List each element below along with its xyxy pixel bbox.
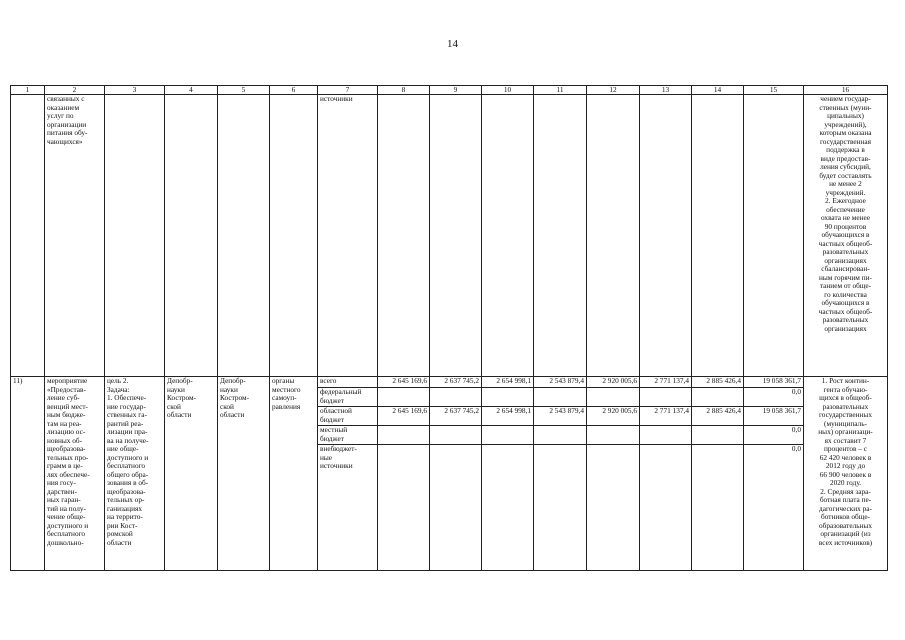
cell-goal: цель 2. Задача: 1. Обеспече- ние государ- ственных га- рантий реа- лизации пра- ва на получе- ние обще- доступного и бесплатного общего обра- зования в об- щеобразова- тельных ор- ганизациях на террито- рии Кост- ромской области — [105, 377, 165, 571]
total-cell: 19 058 361,7 — [744, 407, 804, 426]
value-cell — [587, 426, 640, 445]
value-cell — [430, 426, 482, 445]
header-cell: 11 — [534, 86, 587, 95]
page-number: 14 — [447, 38, 458, 50]
cell-name: мероприятие «Предостав- ление суб- венций мест- ным бюдже- там на реа- лизацию ос- новных об- щеобразова- тельных про- грамм в це- лях обеспече- ния госу- дарствен- ных гаран- тий на полу- чение обще- доступного и бесплатного дошкольно- — [45, 377, 105, 571]
value-cell — [482, 426, 534, 445]
value-cell: 2 637 745,2 — [430, 407, 482, 426]
header-cell: 9 — [430, 86, 482, 95]
source-label: федеральный бюджет — [318, 388, 378, 407]
value-cell: 2 920 005,6 — [587, 407, 640, 426]
source-label: всего — [318, 377, 378, 388]
header-cell: 15 — [744, 86, 804, 95]
value-cell — [692, 426, 744, 445]
header-cell: 12 — [587, 86, 640, 95]
source-label: внебюджет- ные источники — [318, 445, 378, 571]
cell-source: источники — [318, 95, 378, 377]
value-cell — [534, 388, 587, 407]
header-row — [11, 86, 888, 95]
cell — [11, 95, 45, 377]
header-cell: 13 — [640, 86, 692, 95]
cell — [105, 95, 165, 377]
cell — [482, 95, 534, 377]
cell — [587, 95, 640, 377]
cell — [270, 95, 318, 377]
value-cell: 2 771 137,4 — [640, 377, 692, 388]
header-cell: 10 — [482, 86, 534, 95]
header-cell: 2 — [45, 86, 105, 95]
value-cell — [534, 426, 587, 445]
value-cell: 2 771 137,4 — [640, 407, 692, 426]
total-cell: 0,0 — [744, 388, 804, 407]
source-label: местный бюджет — [318, 426, 378, 445]
row-11-total — [11, 377, 888, 388]
value-cell — [430, 388, 482, 407]
cell — [744, 95, 804, 377]
value-cell: 2 543 879,4 — [534, 407, 587, 426]
value-cell — [482, 445, 534, 571]
cell — [378, 95, 430, 377]
value-cell: 2 654 998,1 — [482, 407, 534, 426]
total-cell: 0,0 — [744, 445, 804, 571]
header-cell: 16 — [804, 86, 888, 95]
value-cell — [430, 445, 482, 571]
header-cell: 5 — [218, 86, 270, 95]
cell — [218, 95, 270, 377]
value-cell: 2 637 745,2 — [430, 377, 482, 388]
cell-responsible: Депобр- науки Костром- ской области — [165, 377, 218, 571]
total-cell: 0,0 — [744, 426, 804, 445]
cell — [165, 95, 218, 377]
cell — [640, 95, 692, 377]
cell-executor: Депобр- науки Костром- ской области — [218, 377, 270, 571]
header-cell: 14 — [692, 86, 744, 95]
value-cell — [640, 426, 692, 445]
cell-indicators: 1. Рост контин- гента обучаю- щихся в общеоб- разовательных государственных (муниципаль- ных) организаци- ях составит 7 процентов – с 62 420 человек в 2012 году до 66 900 человек в 2020 году. 2. Средняя зара- ботная плата пе- дагогических ра- ботников обще- образовательных организаций (из всех источников) — [804, 377, 888, 571]
value-cell: 2 885 426,4 — [692, 407, 744, 426]
header-cell: 4 — [165, 86, 218, 95]
value-cell — [378, 445, 430, 571]
value-cell: 2 654 998,1 — [482, 377, 534, 388]
value-cell: 2 920 005,6 — [587, 377, 640, 388]
cell — [692, 95, 744, 377]
cell-indicators: чением государ- ственных (муни- ципальных) учреждений), которым оказана государственная поддержка в виде предостав- ления субсидий, будет составлять не менее 2 учреждений. 2. Ежегодное обеспечение охвата не менее 90 процентов обучающихся в частных общеоб- разовательных организациях сбалансирован- ным горячим пи- танием от обще- го количества обучающихся в частных общеоб- разовательных организациях — [804, 95, 888, 377]
value-cell — [378, 388, 430, 407]
program-table — [10, 85, 888, 571]
value-cell — [692, 388, 744, 407]
value-cell: 2 645 169,6 — [378, 377, 430, 388]
header-cell: 1 — [11, 86, 45, 95]
continuation-row — [11, 95, 888, 377]
value-cell — [640, 445, 692, 571]
header-cell: 3 — [105, 86, 165, 95]
header-cell: 7 — [318, 86, 378, 95]
row-number: 11) — [11, 377, 45, 571]
value-cell — [534, 445, 587, 571]
header-cell: 8 — [378, 86, 430, 95]
cell-participants: органы местного самоуп- равления — [270, 377, 318, 571]
cell-name: связанных с оказанием услуг по организации питания обу- чающихся» — [45, 95, 105, 377]
value-cell — [587, 388, 640, 407]
value-cell: 2 885 426,4 — [692, 377, 744, 388]
value-cell: 2 543 879,4 — [534, 377, 587, 388]
value-cell — [378, 426, 430, 445]
cell — [534, 95, 587, 377]
value-cell — [482, 388, 534, 407]
header-cell: 6 — [270, 86, 318, 95]
value-cell — [587, 445, 640, 571]
cell — [430, 95, 482, 377]
total-cell: 19 058 361,7 — [744, 377, 804, 388]
value-cell — [692, 445, 744, 571]
source-label: областной бюджет — [318, 407, 378, 426]
value-cell: 2 645 169,6 — [378, 407, 430, 426]
value-cell — [640, 388, 692, 407]
